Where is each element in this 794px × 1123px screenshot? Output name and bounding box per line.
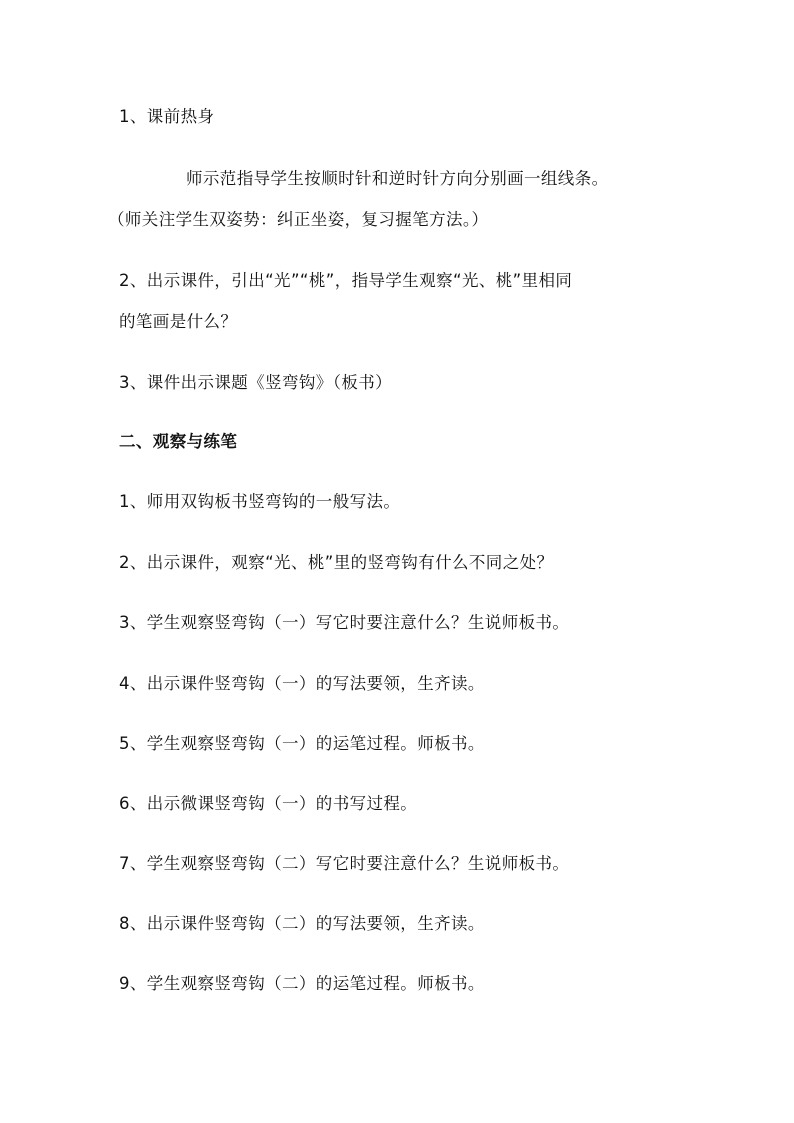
section-heading: 二、观察与练笔 — [119, 432, 238, 451]
list-item: 7、学生观察竖弯钩（二）写它时要注意什么？生说师板书。 — [119, 854, 570, 873]
list-item: 9、学生观察竖弯钩（二）的运笔过程。师板书。 — [119, 974, 485, 993]
item-show-title: 3、课件出示课题《竖弯钩》（板书） — [119, 373, 393, 392]
list-item: 5、学生观察竖弯钩（一）的运笔过程。师板书。 — [119, 734, 485, 753]
warmup-note: （师关注学生双姿势：纠正坐姿，复习握笔方法。） — [108, 210, 489, 229]
list-item: 2、出示课件，观察“光、桃”里的竖弯钩有什么不同之处？ — [119, 553, 554, 572]
item-warmup: 1、课前热身 — [119, 107, 215, 126]
warmup-paragraph: 师示范指导学生按顺时针和逆时针方向分别画一组线条。 — [186, 169, 609, 188]
list-item: 3、学生观察竖弯钩（一）写它时要注意什么？生说师板书。 — [119, 613, 570, 632]
list-item: 4、出示课件竖弯钩（一）的写法要领，生齐读。 — [119, 674, 485, 693]
list-item: 1、师用双钩板书竖弯钩的一般写法。 — [119, 492, 401, 511]
item-show-courseware-cont: 的笔画是什么？ — [119, 312, 238, 331]
item-show-courseware: 2、出示课件，引出“光”“桃”，指导学生观察“光、桃”里相同 — [119, 271, 573, 290]
list-item: 8、出示课件竖弯钩（二）的写法要领，生齐读。 — [119, 914, 485, 933]
list-item: 6、出示微课竖弯钩（一）的书写过程。 — [119, 794, 418, 813]
